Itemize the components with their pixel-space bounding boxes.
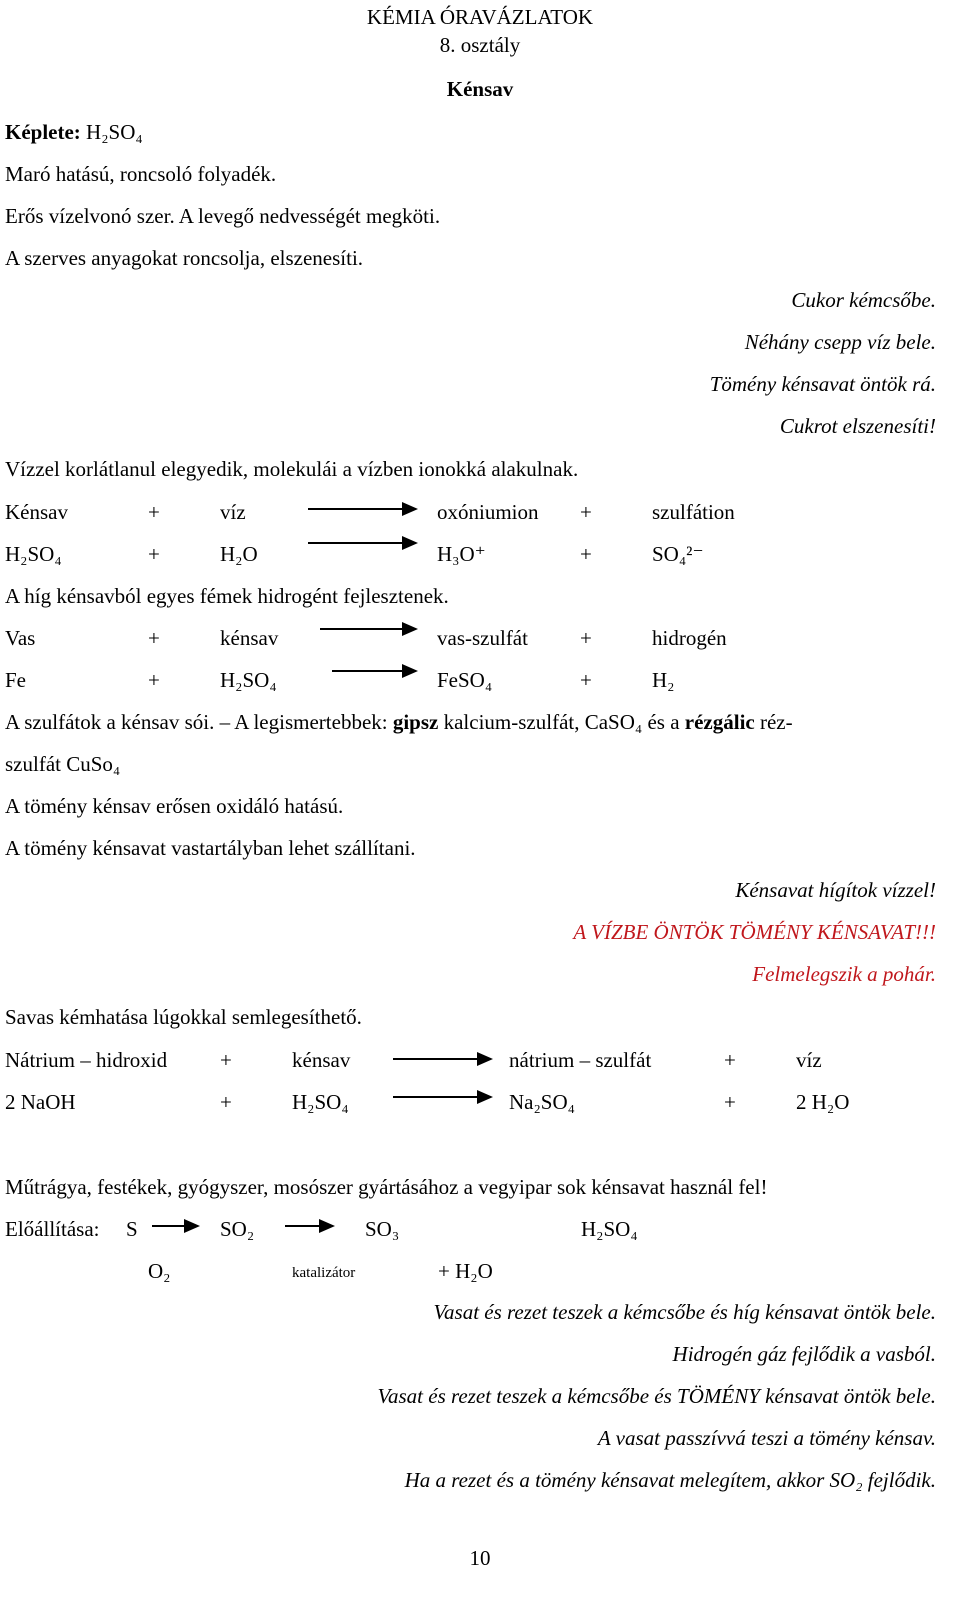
- eq-formula: 2 NaOH: [5, 1090, 76, 1114]
- eq-formula: H₂SO₄: [220, 668, 277, 692]
- intro-line-3: A szerves anyagokat roncsolja, elszenesíti.: [5, 246, 364, 270]
- eq-plus: +: [220, 1048, 232, 1072]
- eq-word: víz: [796, 1048, 822, 1072]
- eq-plus: +: [580, 542, 592, 566]
- experiment2-line: Vasat és rezet teszek a kémcsőbe és TÖMÉNY kénsavat öntök bele.: [377, 1384, 936, 1408]
- formula-so3: SO₃: [365, 1217, 400, 1241]
- eq-plus: +: [148, 542, 160, 566]
- formula-line: [5, 122, 143, 143]
- eq-formula: H₂SO₄: [5, 542, 62, 566]
- formula-h2so4: H₂SO₄: [581, 1217, 638, 1241]
- eq-plus: +: [724, 1090, 736, 1114]
- eq-plus: +: [148, 500, 160, 524]
- eq-formula: FeSO₄: [437, 668, 493, 692]
- dilution-line-3: Felmelegszik a pohár.: [752, 962, 936, 986]
- eq-formula: H₂SO₄: [292, 1090, 349, 1114]
- dilution-line-1: Kénsavat hígítok vízzel!: [735, 878, 936, 902]
- water-text: Vízzel korlátlanul elegyedik, molekulái a vízben ionokká alakulnak.: [5, 457, 579, 481]
- gipsz-term: gipsz: [392, 710, 439, 734]
- metals-text: A híg kénsavból egyes fémek hidrogént fejlesztenek.: [5, 584, 449, 608]
- reaction-arrow: [285, 1219, 335, 1233]
- eq-plus: +: [220, 1090, 232, 1114]
- eq-plus: +: [724, 1048, 736, 1072]
- eq-word: kénsav: [292, 1048, 351, 1072]
- eq-formula: H₂: [652, 668, 675, 692]
- reaction-arrow: [152, 1219, 200, 1233]
- neutral-text: Savas kémhatása lúgokkal semlegesíthető.: [5, 1005, 362, 1029]
- page-number: 10: [469, 1546, 491, 1570]
- dilution-warning: A VÍZBE ÖNTÖK TÖMÉNY KÉNSAVAT!!!: [573, 920, 936, 944]
- document-title: KÉMIA ÓRAVÁZLATOK: [366, 5, 594, 29]
- formula-value: H₂SO₄: [86, 120, 143, 144]
- intro-line-1: Maró hatású, roncsoló folyadék.: [5, 162, 277, 186]
- reaction-arrow: [332, 664, 418, 678]
- eq-word: Nátrium – hidroxid: [5, 1048, 168, 1072]
- experiment2-line: Vasat és rezet teszek a kémcsőbe és híg kénsavat öntök bele.: [433, 1300, 936, 1324]
- production-label: Előállítása:: [5, 1217, 100, 1241]
- topic-heading: Kénsav: [446, 77, 514, 101]
- eq-word: vas-szulfát: [437, 626, 528, 650]
- salts-text: kalcium-szulfát, CaSO₄ és a: [438, 710, 685, 734]
- reaction-arrow: [393, 1052, 493, 1066]
- experiment1-line: Néhány csepp víz bele.: [744, 330, 936, 354]
- eq-word: kénsav: [220, 626, 279, 650]
- experiment1-line: Cukor kémcsőbe.: [791, 288, 936, 312]
- salts-line-2: szulfát CuSo₄: [5, 752, 121, 776]
- eq-plus: +: [580, 500, 592, 524]
- usage-text: Műtrágya, festékek, gyógyszer, mosószer gyártásához a vegyipar sok kénsavat használ fel!: [5, 1175, 768, 1199]
- reagent-h2o: + H₂O: [438, 1259, 493, 1283]
- eq-word: Kénsav: [5, 500, 68, 524]
- eq-word: nátrium – szulfát: [509, 1048, 652, 1072]
- intro-line-2: Erős vízelvonó szer. A levegő nedvességét megköti.: [5, 204, 441, 228]
- salts-line-1: [5, 712, 793, 733]
- eq-formula: H₃O⁺: [437, 542, 486, 566]
- experiment2-line: Hidrogén gáz fejlődik a vasból.: [672, 1342, 936, 1366]
- formula-so2: SO₂: [220, 1217, 255, 1241]
- experiment2-line: A vasat passzívvá teszi a tömény kénsav.: [597, 1426, 936, 1450]
- reaction-arrow: [308, 502, 418, 516]
- salts-text: A szulfátok a kénsav sói. – A legismertebbek:: [5, 710, 393, 734]
- reaction-arrow: [308, 536, 418, 550]
- experiment1-line: Cukrot elszenesíti!: [779, 414, 936, 438]
- eq-plus: +: [148, 626, 160, 650]
- salts-line-4: A tömény kénsavat vastartályban lehet szállítani.: [5, 836, 416, 860]
- eq-word: víz: [220, 500, 246, 524]
- salts-text: réz-: [754, 710, 793, 734]
- eq-word: szulfátion: [652, 500, 735, 524]
- eq-formula: Na₂SO₄: [509, 1090, 575, 1114]
- reaction-arrow: [320, 622, 418, 636]
- reagent-o2: O₂: [148, 1259, 171, 1283]
- rezgalic-term: rézgálic: [684, 710, 755, 734]
- eq-formula: H₂O: [220, 542, 258, 566]
- eq-formula: 2 H₂O: [796, 1090, 850, 1114]
- eq-word: oxóniumion: [437, 500, 539, 524]
- eq-plus: +: [580, 626, 592, 650]
- eq-plus: +: [148, 668, 160, 692]
- eq-plus: +: [580, 668, 592, 692]
- experiment1-line: Tömény kénsavat öntök rá.: [709, 372, 936, 396]
- eq-word: Vas: [5, 626, 36, 650]
- formula-s: S: [126, 1217, 138, 1241]
- catalyst-label: katalizátor: [292, 1265, 356, 1281]
- eq-formula: Fe: [5, 668, 26, 692]
- eq-formula: SO₄²⁻: [652, 542, 704, 566]
- grade-label: 8. osztály: [439, 33, 521, 57]
- experiment2-line: Ha a rezet és a tömény kénsavat melegítem, akkor SO₂ fejlődik.: [404, 1468, 936, 1492]
- formula-label: Képlete:: [5, 120, 81, 144]
- salts-line-3: A tömény kénsav erősen oxidáló hatású.: [5, 794, 344, 818]
- reaction-arrow: [393, 1090, 493, 1104]
- eq-word: hidrogén: [652, 626, 727, 650]
